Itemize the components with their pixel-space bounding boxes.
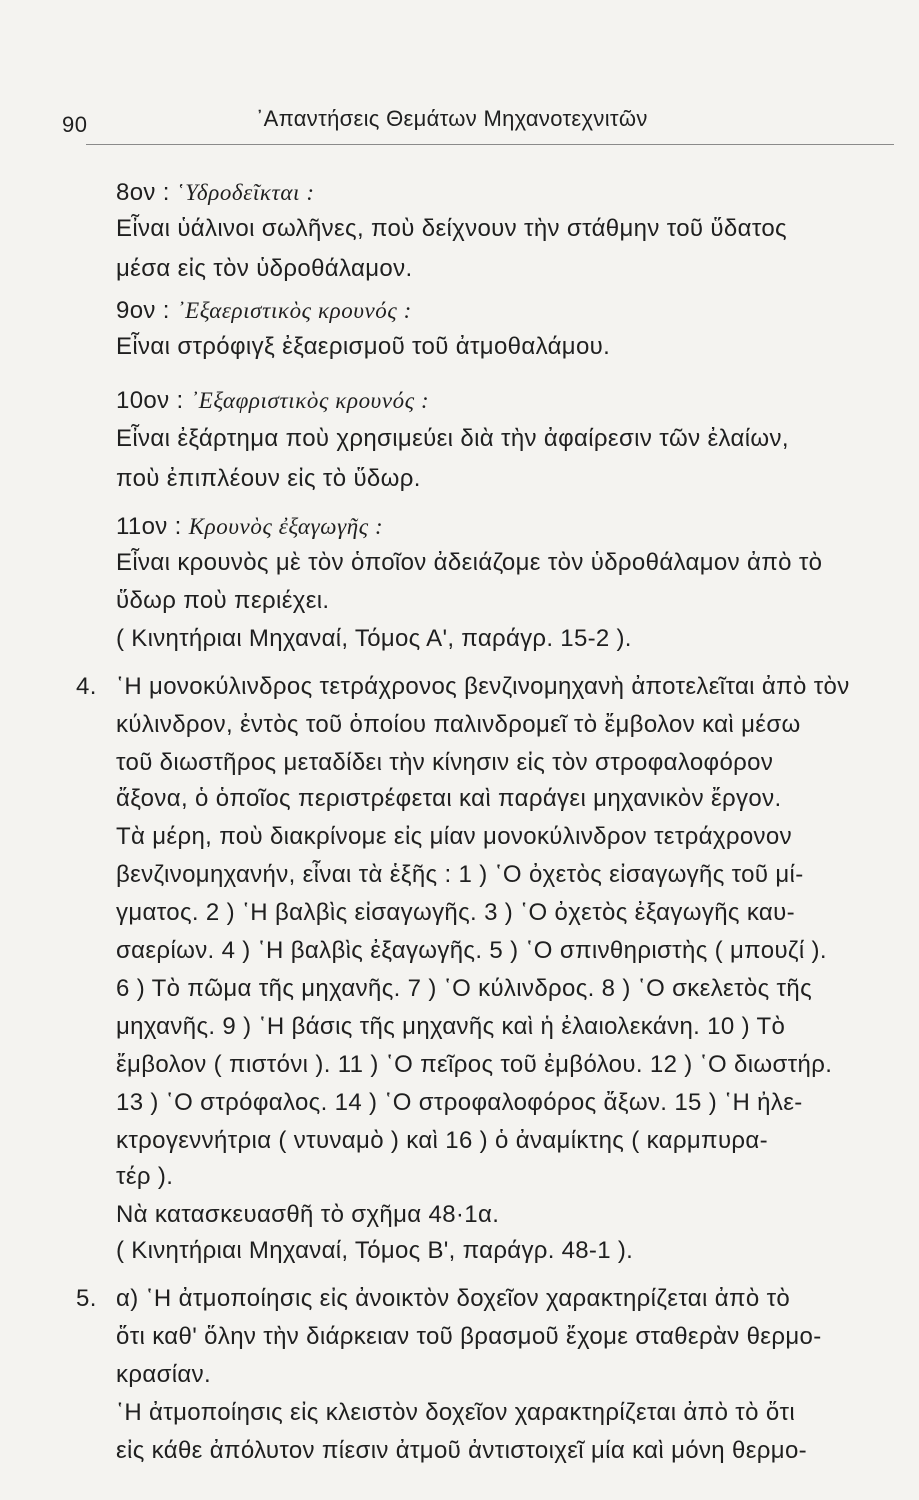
entry-heading: [116, 386, 429, 416]
entry-term: ᾿Εξαεριστικὸς κρουνός :: [176, 298, 412, 323]
page-header: [0, 104, 919, 144]
entry-heading: [116, 296, 412, 326]
answer-text-line: ὅτι καθ' ὅλην τὴν διάρκειαν τοῦ βρασμοῦ ἔχομε σταθερὰν θερμο-: [116, 1323, 822, 1350]
entry-text-line: μέσα εἰς τὸν ὑδροθάλαμον.: [116, 255, 413, 282]
page-number: 90: [62, 112, 88, 137]
entry-number: 11ον :: [116, 513, 189, 540]
entry-text-line: ποὺ ἐπιπλέουν εἰς τὸ ὕδωρ.: [116, 465, 421, 492]
header-rule: [86, 144, 894, 145]
running-title: ᾿Απαντήσεις Θεμάτων Μηχανοτεχνιτῶν: [256, 106, 648, 131]
answer-text-line: α) ῾Η ἀτμοποίησις εἰς ἀνοικτὸν δοχεῖον χαρακτηρίζεται ἀπὸ τὸ: [116, 1285, 791, 1312]
answer-text-line: κρασίαν.: [116, 1361, 212, 1388]
entry-number: 10ον :: [116, 387, 191, 414]
entry-text-line: Εἶναι ὑάλινοι σωλῆνες, ποὺ δείχνουν τὴν στάθμην τοῦ ὕδατος: [116, 215, 787, 242]
answer-text-line: βενζινομηχανήν, εἶναι τὰ ἑξῆς : 1 ) ῾Ο ὀχετὸς εἰσαγωγῆς τοῦ μί-: [116, 861, 804, 888]
answer-text-line: γματος. 2 ) ῾Η βαλβὶς εἰσαγωγῆς. 3 ) ῾Ο ὀχετὸς ἐξαγωγῆς καυ-: [116, 899, 795, 926]
entry-term: ῾Υδροδεῖκται :: [176, 180, 315, 205]
entry-text-line: Εἶναι στρόφιγξ ἐξαερισμοῦ τοῦ ἀτμοθαλάμου.: [116, 333, 611, 360]
answer-text-line: τοῦ διωστῆρος μεταδίδει τὴν κίνησιν εἰς τὸν στροφαλοφόρον: [116, 749, 774, 776]
answer-number: 5.: [76, 1285, 97, 1312]
reference-line: ( Κινητήριαι Μηχαναί, Τόμος Α', παράγρ. 15-2 ).: [116, 625, 632, 652]
answer-text-line: ἔμβολον ( πιστόνι ). 11 ) ῾Ο πεῖρος τοῦ ἐμβόλου. 12 ) ῾Ο διωστήρ.: [116, 1051, 833, 1078]
entry-text-line: Εἶναι κρουνὸς μὲ τὸν ὁποῖον ἀδειάζομε τὸν ὑδροθάλαμον ἀπὸ τὸ: [116, 549, 823, 576]
entry-text-line: Εἶναι ἐξάρτημα ποὺ χρησιμεύει διὰ τὴν ἀφαίρεσιν τῶν ἐλαίων,: [116, 425, 789, 452]
entry-term: ᾿Εξαφριστικὸς κρουνός :: [190, 388, 430, 413]
entry-text-line: ὕδωρ ποὺ περιέχει.: [116, 587, 330, 614]
answer-text-line: κύλινδρον, ἐντὸς τοῦ ὁποίου παλινδρομεῖ τὸ ἔμβολον καὶ μέσω: [116, 711, 801, 738]
answer-text-line: μηχανῆς. 9 ) ῾Η βάσις τῆς μηχανῆς καὶ ἡ ἐλαιολεκάνη. 10 ) Τὸ: [116, 1013, 786, 1040]
answer-text-line: εἰς κάθε ἀπόλυτον πίεσιν ἀτμοῦ ἀντιστοιχεῖ μία καὶ μόνη θερμο-: [116, 1437, 807, 1464]
answer-number: 4.: [76, 673, 97, 700]
answer-text-line: ῾Η ἀτμοποίησις εἰς κλειστὸν δοχεῖον χαρακτηρίζεται ἀπὸ τὸ ὅτι: [116, 1399, 796, 1426]
answer-text-line: ἄξονα, ὁ ὁποῖος περιστρέφεται καὶ παράγει μηχανικὸν ἔργον.: [116, 785, 782, 812]
answer-text-line: 13 ) ῾Ο στρόφαλος. 14 ) ῾Ο στροφαλοφόρος ἄξων. 15 ) ῾Η ἠλε-: [116, 1089, 803, 1116]
answer-text-line: κτρογεννήτρια ( ντυναμὸ ) καὶ 16 ) ὁ ἀναμίκτης ( καρμπυρα-: [116, 1127, 768, 1154]
answer-text-line: Νὰ κατασκευασθῆ τὸ σχῆμα 48·1α.: [116, 1201, 500, 1228]
answer-text-line: τέρ ).: [116, 1163, 174, 1190]
answer-text-line: ῾Η μονοκύλινδρος τετράχρονος βενζινομηχανὴ ἀποτελεῖται ἀπὸ τὸν: [116, 673, 850, 700]
answer-text-line: σαερίων. 4 ) ῾Η βαλβὶς ἐξαγωγῆς. 5 ) ῾Ο σπινθηριστὴς ( μπουζί ).: [116, 937, 827, 964]
entry-number: 9ον :: [116, 297, 177, 324]
answer-text-line: 6 ) Τὸ πῶμα τῆς μηχανῆς. 7 ) ῾Ο κύλινδρος. 8 ) ῾Ο σκελετὸς τῆς: [116, 975, 812, 1002]
reference-line: ( Κινητήριαι Μηχαναί, Τόμος Β', παράγρ. 48-1 ).: [116, 1237, 634, 1264]
answer-text-line: Τὰ μέρη, ποὺ διακρίνομε εἰς μίαν μονοκύλινδρον τετράχρονον: [116, 823, 792, 850]
entry-heading: [116, 178, 315, 208]
entry-number: 8ον :: [116, 179, 177, 206]
entry-heading: [116, 512, 383, 542]
entry-term: Κρουνὸς ἐξαγωγῆς :: [188, 514, 384, 539]
